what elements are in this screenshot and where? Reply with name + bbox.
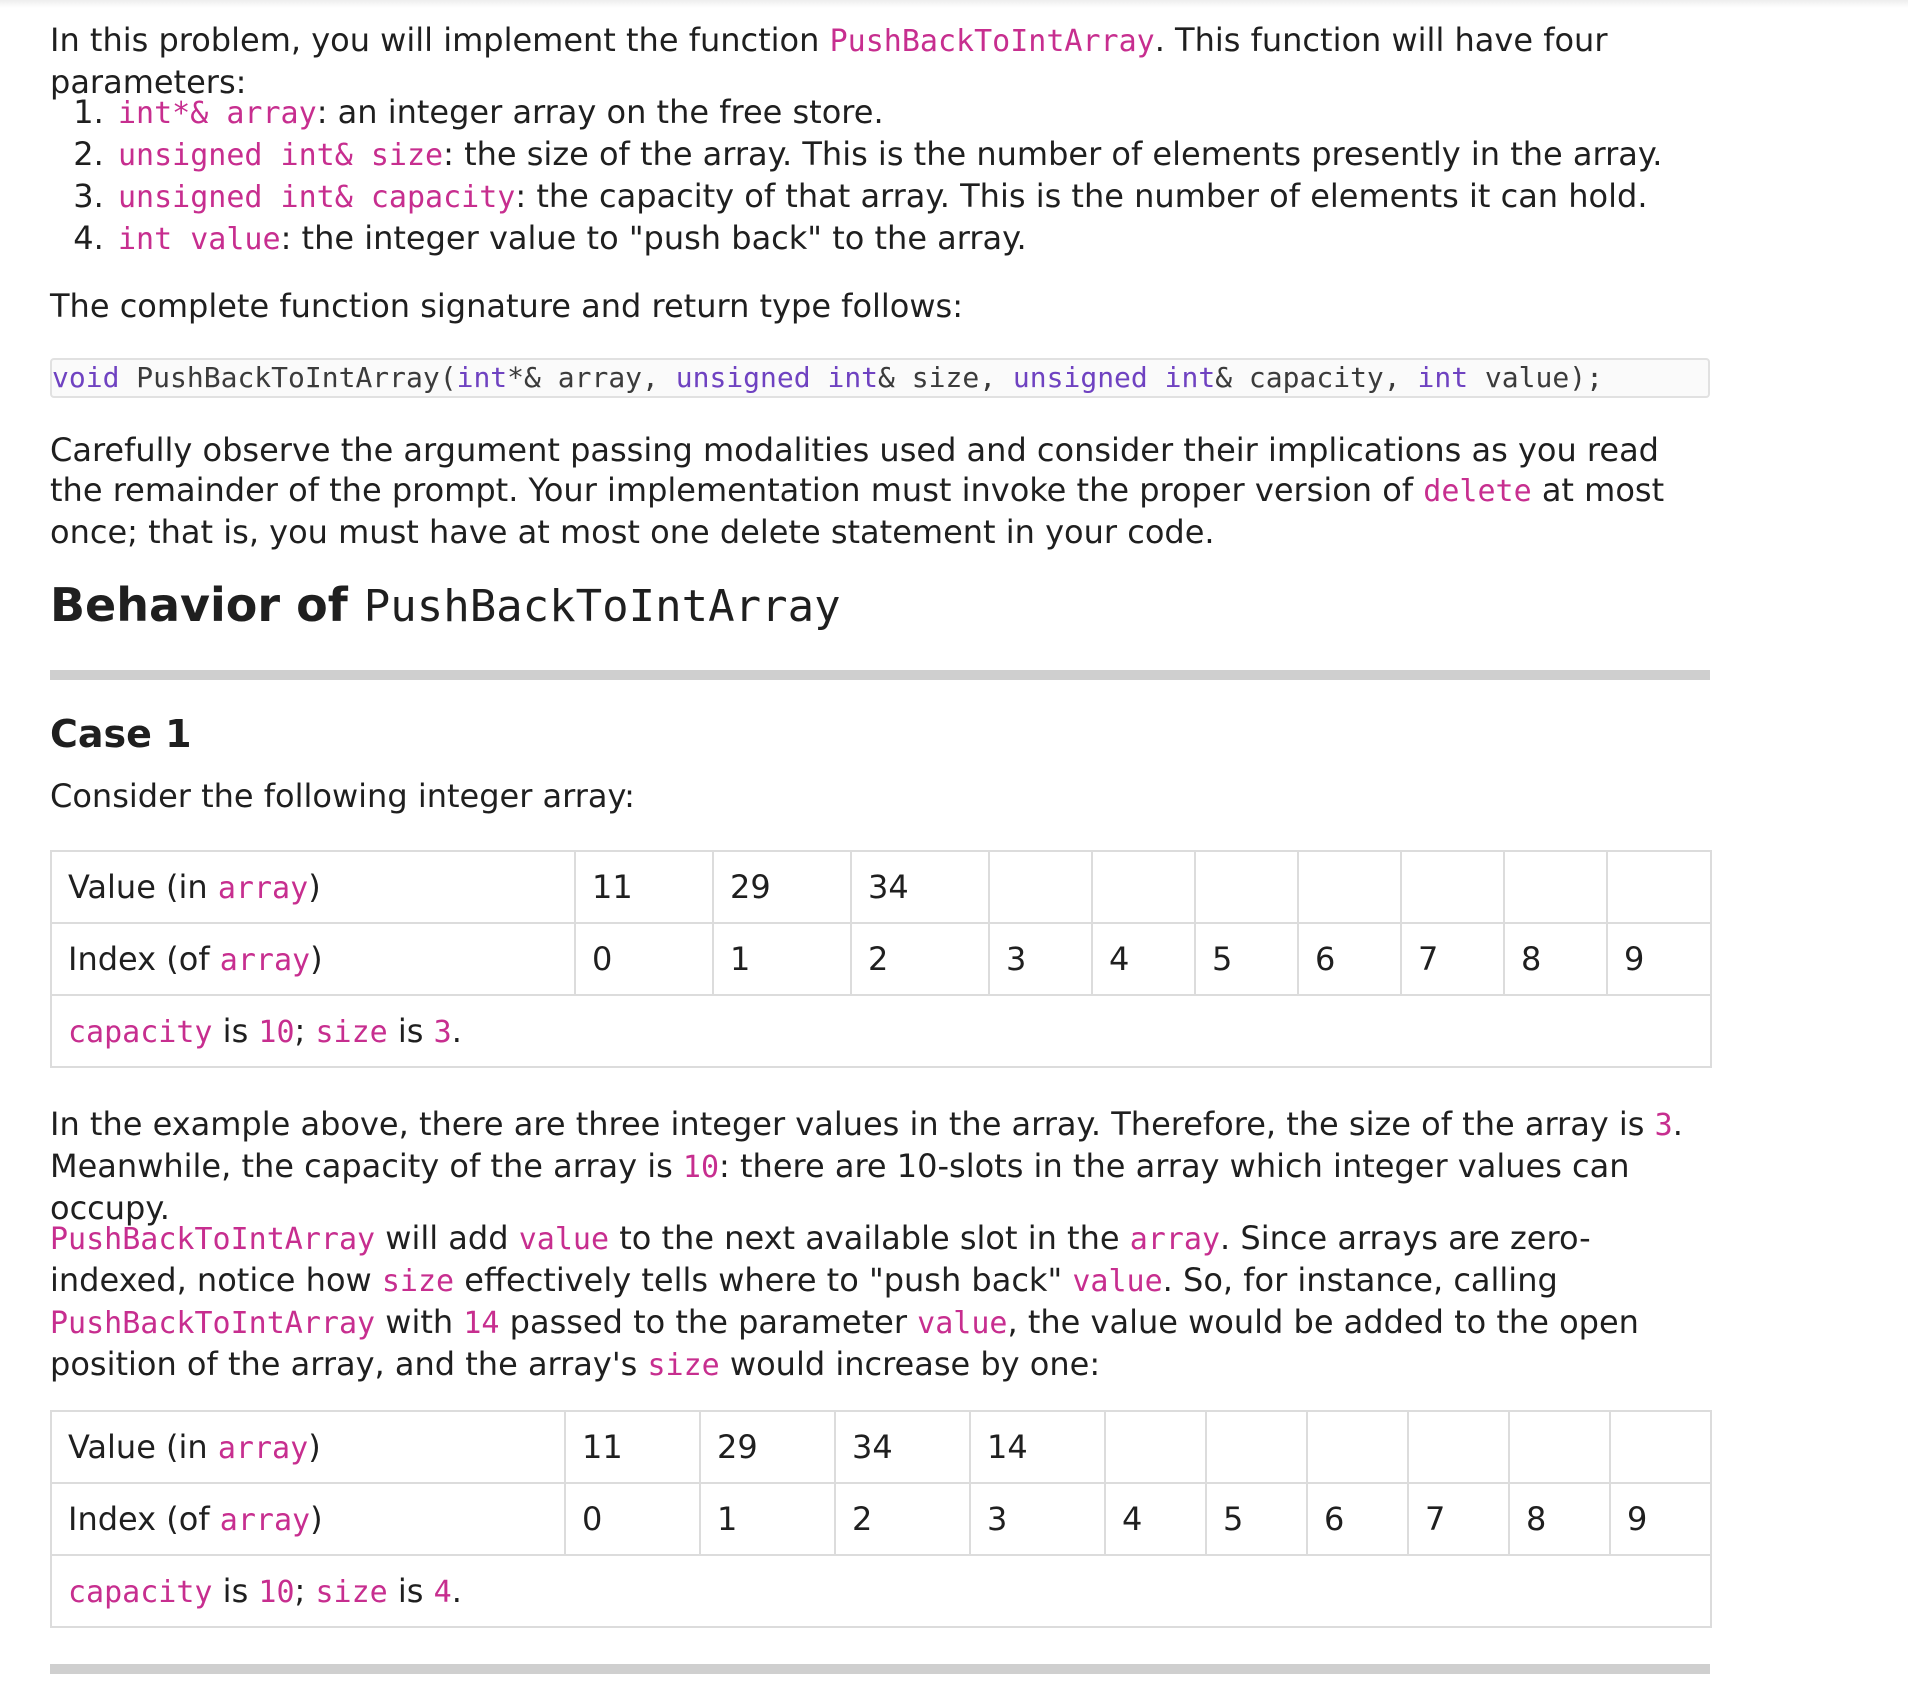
code-text: & size, [878, 361, 1013, 394]
text: : there are 10-slots in the array which integer values can occupy. [50, 1147, 1630, 1227]
value-cell [1092, 851, 1195, 923]
inline-code: array [1129, 1222, 1221, 1257]
text: effectively tells where to "push back" [454, 1261, 1073, 1299]
code-keyword: int [456, 361, 508, 394]
index-cell: 4 [1092, 923, 1195, 995]
index-cell: 7 [1401, 923, 1504, 995]
value-row-label [51, 1411, 565, 1483]
section-divider-bottom [50, 1664, 1710, 1674]
code-keyword: int [1417, 361, 1469, 394]
index-row-label [51, 1483, 565, 1555]
index-cell: 1 [700, 1483, 835, 1555]
parameter-item [114, 218, 1662, 260]
behavior-heading [50, 578, 841, 632]
code-keyword: unsigned [675, 361, 811, 394]
label-text: Index (of [68, 940, 220, 978]
capacity-size-note [51, 1555, 1711, 1627]
function-name-code: PushBackToIntArray [829, 24, 1155, 59]
signature-code-block [50, 358, 1710, 398]
value-cell [1504, 851, 1607, 923]
consider-text: Consider the following integer array: [50, 777, 635, 815]
value-cell [1408, 1411, 1509, 1483]
index-cell: 5 [1206, 1483, 1307, 1555]
label-text: Index (of [68, 1500, 220, 1538]
size-code: size [315, 1015, 388, 1050]
note-text: is [387, 1012, 434, 1050]
heading-text: Behavior of [50, 578, 364, 632]
value-cell [1206, 1411, 1307, 1483]
index-cell: 0 [575, 923, 713, 995]
code-keyword: int [827, 361, 879, 394]
value-row [51, 851, 1711, 923]
inline-code: size [381, 1264, 455, 1299]
explanation-paragraph-1 [50, 1104, 1710, 1228]
label-code: array [219, 943, 311, 978]
label-text-end: ) [308, 868, 321, 906]
capacity-value: 10 [258, 1575, 295, 1610]
value-cell [1610, 1411, 1711, 1483]
index-cell: 3 [970, 1483, 1105, 1555]
param-code: int*& array [118, 96, 317, 131]
value-row [51, 1411, 1711, 1483]
value-cell: 29 [713, 851, 851, 923]
code-text [811, 361, 828, 394]
delete-code: delete [1423, 474, 1532, 509]
size-value: 3 [433, 1015, 452, 1050]
footer-row [51, 995, 1711, 1067]
label-text-end: ) [310, 940, 323, 978]
label-text: Value (in [68, 1428, 218, 1466]
index-cell: 7 [1408, 1483, 1509, 1555]
value-cell [1607, 851, 1711, 923]
param-code: unsigned int& capacity [118, 180, 516, 215]
param-code: unsigned int& size [118, 138, 444, 173]
inline-code: value [518, 1222, 610, 1257]
param-desc: : an integer array on the free store. [316, 93, 884, 131]
inline-code: PushBackToIntArray [50, 1306, 376, 1341]
note-text: ; [294, 1572, 316, 1610]
index-row [51, 1483, 1711, 1555]
value-cell [1105, 1411, 1206, 1483]
size-code: size [315, 1575, 388, 1610]
value-cell: 29 [700, 1411, 835, 1483]
label-text-end: ) [308, 1428, 321, 1466]
intro-text-end: . This function will have four parameters: [50, 21, 1608, 101]
index-cell: 2 [851, 923, 989, 995]
index-cell: 6 [1298, 923, 1401, 995]
note-text: . [451, 1572, 462, 1610]
inline-code: value [917, 1306, 1008, 1341]
text: with [375, 1303, 464, 1341]
code-text [1148, 361, 1165, 394]
code-text: PushBackToIntArray( [119, 361, 457, 394]
parameter-item [114, 92, 1662, 134]
value-cell: 11 [575, 851, 713, 923]
capacity-code: capacity [68, 1575, 213, 1610]
note-text: is [387, 1572, 434, 1610]
signature-intro: The complete function signature and return type follows: [50, 287, 963, 325]
index-cell: 4 [1105, 1483, 1206, 1555]
text: . So, for instance, calling [1162, 1261, 1558, 1299]
parameter-item [114, 134, 1662, 176]
intro-text: In this problem, you will implement the function [50, 21, 830, 59]
careful-text-end: at most once; that is, you must have at most one delete statement in your code. [50, 471, 1665, 551]
label-text-end: ) [310, 1500, 323, 1538]
text: to the next available slot in the [609, 1219, 1130, 1257]
value-cell: 34 [851, 851, 989, 923]
text: , the value would be added to the open position of the array, and the array's [50, 1303, 1639, 1383]
label-code: array [217, 1431, 309, 1466]
note-text: is [212, 1572, 259, 1610]
inline-code: 14 [463, 1306, 500, 1341]
top-edge-shadow [0, 0, 1908, 8]
note-text: is [212, 1012, 259, 1050]
label-code: array [217, 871, 309, 906]
heading-code: PushBackToIntArray [363, 581, 841, 632]
code-keyword: int [1164, 361, 1216, 394]
param-desc: : the capacity of that array. This is the number of elements it can hold. [515, 177, 1648, 215]
text: In the example above, there are three integer values in the array. Therefore, the size of the array is [50, 1105, 1655, 1143]
inline-code: 10 [682, 1150, 720, 1185]
case-1-heading: Case 1 [50, 712, 192, 756]
intro-paragraph [50, 20, 1710, 102]
index-cell: 0 [565, 1483, 700, 1555]
param-code: int value [118, 222, 281, 257]
index-cell: 9 [1607, 923, 1711, 995]
index-cell: 5 [1195, 923, 1298, 995]
value-cell: 34 [835, 1411, 970, 1483]
value-cell [1195, 851, 1298, 923]
code-text: *& array, [507, 361, 676, 394]
value-cell: 11 [565, 1411, 700, 1483]
code-text: value); [1468, 361, 1603, 394]
index-cell: 8 [1504, 923, 1607, 995]
param-desc: : the integer value to "push back" to the array. [280, 219, 1027, 257]
note-text: . [451, 1012, 462, 1050]
param-desc: : the size of the array. This is the number of elements presently in the array. [443, 135, 1663, 173]
index-cell: 9 [1610, 1483, 1711, 1555]
value-cell: 14 [970, 1411, 1105, 1483]
inline-code: PushBackToIntArray [50, 1222, 376, 1257]
footer-row [51, 1555, 1711, 1627]
text: passed to the parameter [499, 1303, 918, 1341]
value-cell [989, 851, 1092, 923]
value-row-label [51, 851, 575, 923]
inline-code: value [1072, 1264, 1163, 1299]
array-table-after [50, 1410, 1712, 1628]
index-row [51, 923, 1711, 995]
parameter-item [114, 176, 1662, 218]
label-code: array [219, 1503, 311, 1538]
value-cell [1401, 851, 1504, 923]
value-cell [1509, 1411, 1610, 1483]
code-keyword: unsigned [1012, 361, 1148, 394]
careful-text: Carefully observe the argument passing modalities used and consider their implications as you read the remainder of the prompt. Your implementation must invoke the proper version of [50, 431, 1659, 509]
size-value: 4 [433, 1575, 452, 1610]
code-keyword: void [52, 361, 120, 394]
value-cell [1298, 851, 1401, 923]
parameter-list [50, 92, 1662, 260]
array-table-before [50, 850, 1712, 1068]
note-text: ; [294, 1012, 316, 1050]
index-row-label [51, 923, 575, 995]
section-divider [50, 670, 1710, 680]
value-cell [1307, 1411, 1408, 1483]
explanation-paragraph-2 [50, 1218, 1710, 1386]
text: . Meanwhile, the capacity of the array is [50, 1105, 1683, 1185]
index-cell: 2 [835, 1483, 970, 1555]
text: will add [375, 1219, 519, 1257]
capacity-value: 10 [258, 1015, 295, 1050]
careful-paragraph [50, 430, 1710, 552]
label-text: Value (in [68, 868, 218, 906]
index-cell: 3 [989, 923, 1092, 995]
text: . Since arrays are zero-indexed, notice how [50, 1219, 1591, 1299]
index-cell: 8 [1509, 1483, 1610, 1555]
capacity-code: capacity [68, 1015, 213, 1050]
code-text: & capacity, [1215, 361, 1418, 394]
inline-code: size [647, 1348, 720, 1383]
text: would increase by one: [719, 1345, 1101, 1383]
index-cell: 1 [713, 923, 851, 995]
inline-code: 3 [1654, 1108, 1673, 1143]
capacity-size-note [51, 995, 1711, 1067]
index-cell: 6 [1307, 1483, 1408, 1555]
